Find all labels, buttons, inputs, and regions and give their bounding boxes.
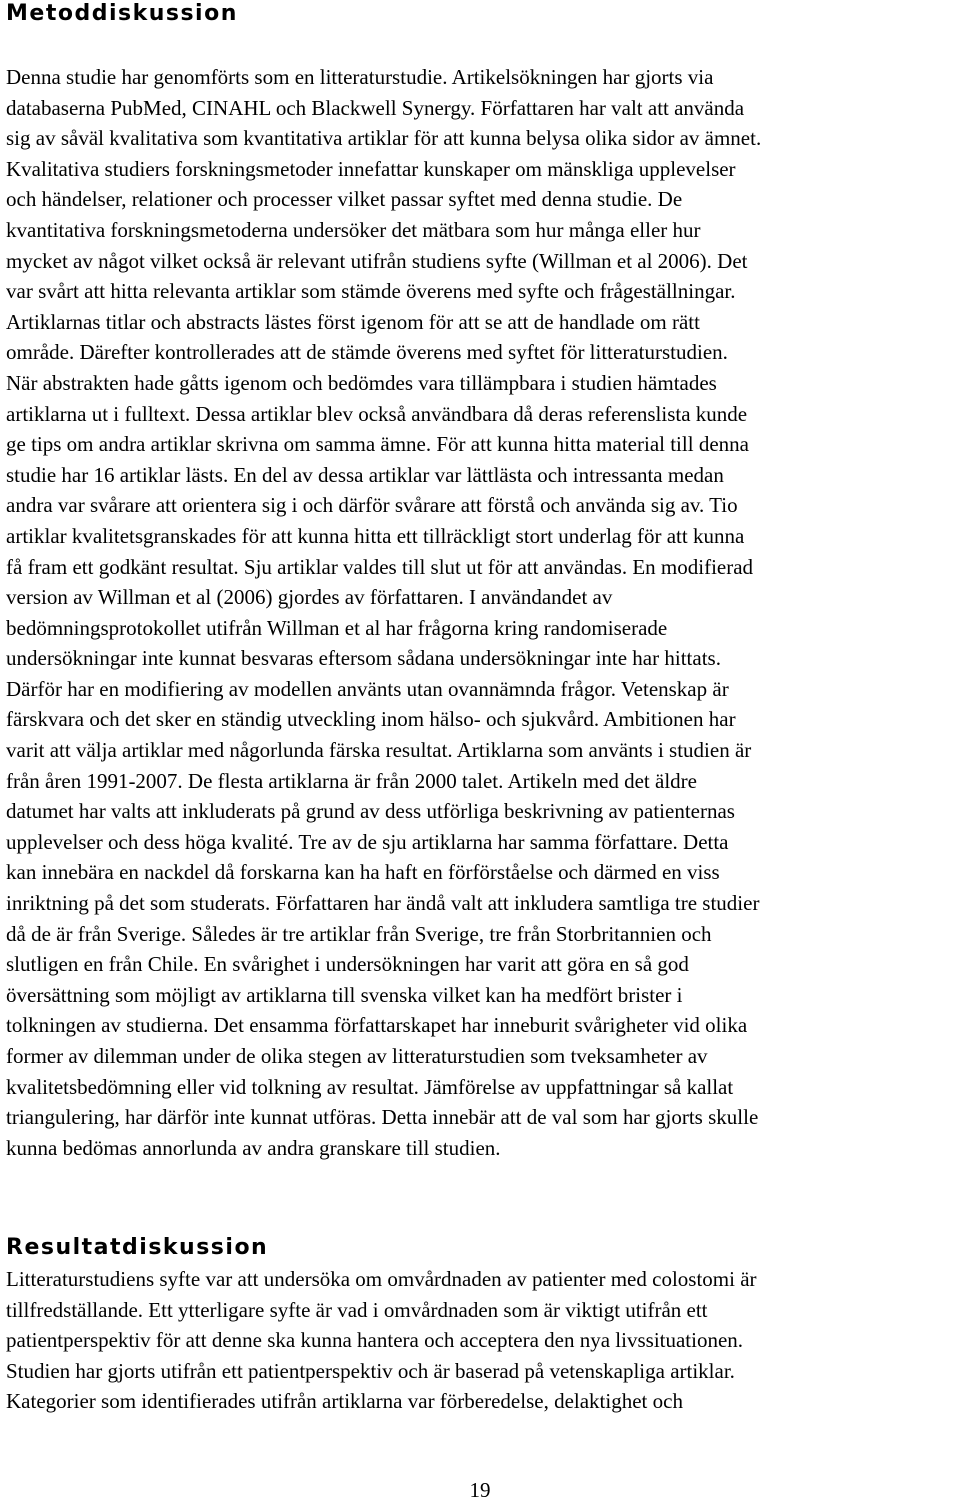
text-line: från åren 1991-2007. De flesta artiklarna är från 2000 talet. Artikeln med det äldre xyxy=(6,768,697,793)
text-line: bedömningsprotokollet utifrån Willman et al har frågorna kring randomiserade xyxy=(6,615,668,640)
paragraph-resultatdiskussion xyxy=(6,1264,950,1417)
page-number: 19 xyxy=(469,1478,491,1502)
text-line: och händelser, relationer och processer vilket passar syftet med denna studie. De xyxy=(6,187,683,212)
text-line: patientperspektiv för att denne ska kunna hantera och acceptera den nya livssituationen. xyxy=(6,1328,744,1353)
text-line: Studien har gjorts utifrån ett patientperspektiv och är baserad på vetenskapliga artiklar. xyxy=(6,1358,735,1383)
text-line: inriktning på det som studerats. Författaren har ändå valt att inkludera samtliga tre studier xyxy=(6,891,760,916)
text-line: andra var svårare att orientera sig i och därför svårare att förstå och använda sig av. Tio xyxy=(6,493,738,518)
section-heading-resultatdiskussion: Resultatdiskussion xyxy=(6,1235,269,1260)
text-line: undersökningar inte kunnat besvaras eftersom sådana undersökningar inte har hittats. xyxy=(6,646,721,671)
paragraph-metoddiskussion xyxy=(6,62,950,1163)
text-line: kvalitetsbedömning eller vid tolkning av resultat. Jämförelse av uppfattningar så kallat xyxy=(6,1074,734,1099)
text-line: kunna bedömas annorlunda av andra granskare till studien. xyxy=(6,1135,501,1160)
text-line: tillfredställande. Ett ytterligare syfte är vad i omvårdnaden som är viktigt utifrån ett xyxy=(6,1297,708,1322)
text-line: Litteraturstudiens syfte var att undersöka om omvårdnaden av patienter med colostomi är xyxy=(6,1267,757,1291)
text-line: område. Därefter kontrollerades att de stämde överens med syftet för litteraturstudien. xyxy=(6,340,728,365)
text-line: När abstrakten hade gåtts igenom och bedömdes vara tillämpbara i studien hämtades xyxy=(6,370,717,395)
text-line: Därför har en modifiering av modellen använts utan ovannämnda frågor. Vetenskap är xyxy=(6,676,729,701)
text-line: slutligen en från Chile. En svårighet i undersökningen har varit att göra en så god xyxy=(6,952,689,977)
text-line: studie har 16 artiklar lästs. En del av dessa artiklar var lättlästa och intressanta medan xyxy=(6,462,724,487)
text-line: datumet har valts att inkluderats på grund av dess utförliga beskrivning av patienternas xyxy=(6,799,735,824)
text-line: kan innebära en nackdel då forskarna kan ha haft en förförståelse och därmed en viss xyxy=(6,860,720,885)
text-line: ge tips om andra artiklar skrivna om samma ämne. För att kunna hitta material till denna xyxy=(6,432,749,457)
text-line: färskvara och det sker en ständig utveckling inom hälso- och sjukvård. Ambitionen har xyxy=(6,707,736,732)
text-line: Artiklarnas titlar och abstracts lästes först igenom för att se att de handlade om rätt xyxy=(6,309,700,334)
text-line: triangulering, har därför inte kunnat utföras. Detta innebär att de val som har gjorts skulle xyxy=(6,1105,759,1130)
text-line: artiklar kvalitetsgranskades för att kunna hitta ett tillräckligt stort underlag för att kunna xyxy=(6,523,745,548)
text-line: mycket av något vilket också är relevant utifrån studiens syfte (Willman et al 2006). Det xyxy=(6,248,748,273)
section-heading-metoddiskussion: Metoddiskussion xyxy=(6,1,238,26)
text-line: sig av såväl kvalitativa som kvantitativa artiklar för att kunna belysa olika sidor av ämnet. xyxy=(6,126,762,151)
text-line: kvantitativa forskningsmetoderna undersöker det mätbara som hur många eller hur xyxy=(6,217,701,242)
text-line: Kvalitativa studiers forskningsmetoder innefattar kunskaper om mänskliga upplevelser xyxy=(6,156,736,181)
text-line: tolkningen av studierna. Det ensamma författarskapet har inneburit svårigheter vid olika xyxy=(6,1013,748,1038)
text-line: databaserna PubMed, CINAHL och Blackwell Synergy. Författaren har valt att använda xyxy=(6,95,745,120)
text-line: då de är från Sverige. Således är tre artiklar från Sverige, tre från Storbritannien och xyxy=(6,921,712,946)
text-line: få fram ett godkänt resultat. Sju artiklar valdes till slut ut för att användas. En modifierad xyxy=(6,554,754,579)
text-line: varit att välja artiklar med någorlunda färska resultat. Artiklarna som använts i studien är xyxy=(6,738,752,763)
text-line: översättning som möjligt av artiklarna till svenska vilket kan ha medfört brister i xyxy=(6,982,683,1007)
text-line: var svårt att hitta relevanta artiklar som stämde överens med syfte och frågeställningar. xyxy=(6,279,736,304)
text-line: version av Willman et al (2006) gjordes av författaren. I användandet av xyxy=(6,585,613,610)
text-line: Denna studie har genomförts som en litteraturstudie. Artikelsökningen har gjorts via xyxy=(6,65,714,89)
text-line: former av dilemman under de olika stegen av litteraturstudien som tveksamheter av xyxy=(6,1044,708,1068)
text-line: upplevelser och dess höga kvalité. Tre av de sju artiklarna har samma författare. Detta xyxy=(6,829,729,854)
text-line: artiklarna ut i fulltext. Dessa artiklar blev också användbara då deras referenslista kunde xyxy=(6,401,748,426)
text-line: Kategorier som identifierades utifrån artiklarna var förberedelse, delaktighet och xyxy=(6,1389,683,1414)
